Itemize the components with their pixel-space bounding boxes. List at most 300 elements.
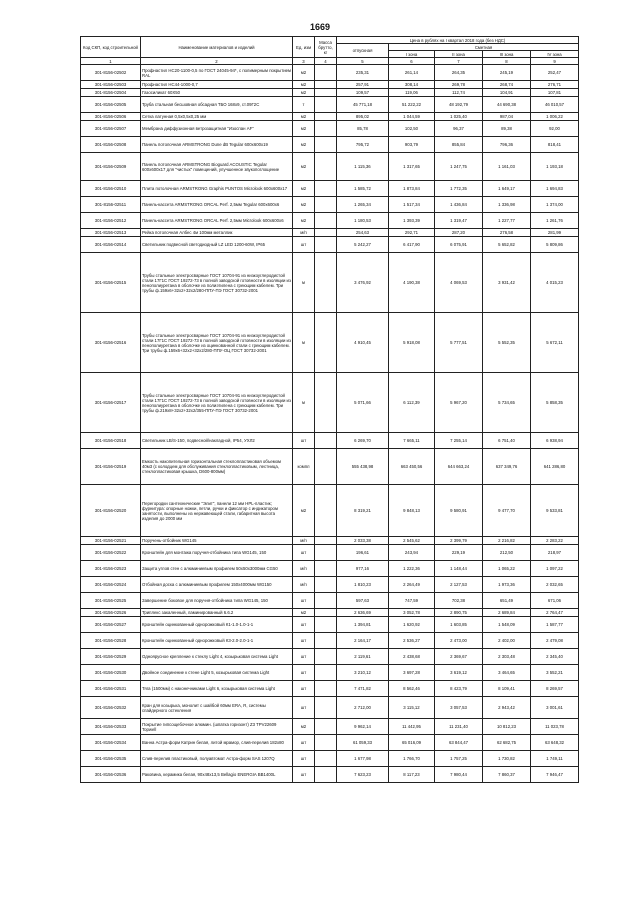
- row-price-zone-4: 107,81: [531, 89, 579, 97]
- column-number: 1: [81, 58, 141, 65]
- row-price-zone-4: 2 032,65: [531, 577, 579, 593]
- table-row: [81, 681, 579, 697]
- row-unit: шт: [293, 767, 315, 783]
- table-row: [81, 373, 579, 433]
- row-price-zone-4: 671,06: [531, 593, 579, 609]
- row-price-zone-2: 1 319,47: [435, 213, 483, 229]
- row-price-zone-1: 6 112,39: [389, 373, 435, 433]
- row-price-zone-4: 63 648,32: [531, 735, 579, 751]
- row-mass: [315, 153, 337, 181]
- row-price-release: 5 242,27: [337, 237, 389, 253]
- table-row: [81, 213, 579, 229]
- row-unit: шт: [293, 237, 315, 253]
- row-code: 301-8156-02518: [81, 433, 141, 449]
- row-mass: [315, 65, 337, 81]
- row-price-zone-1: 102,50: [389, 121, 435, 137]
- row-code: 301-8156-02529: [81, 649, 141, 665]
- row-price-release: 597,63: [337, 593, 389, 609]
- row-price-release: 1 394,81: [337, 617, 389, 633]
- row-code: 301-8156-02506: [81, 113, 141, 121]
- row-unit: шт: [293, 665, 315, 681]
- row-name: Триплекс закаленный, ламинированный 6.6.2: [141, 609, 293, 617]
- row-mass: [315, 137, 337, 153]
- row-price-zone-1: 292,71: [389, 229, 435, 237]
- row-price-zone-1: 2 536,27: [389, 633, 435, 649]
- row-code: 301-8156-02503: [81, 81, 141, 89]
- row-mass: [315, 609, 337, 617]
- row-price-release: 9 962,14: [337, 719, 389, 735]
- row-price-zone-1: 1 873,84: [389, 181, 435, 197]
- row-unit: шт: [293, 433, 315, 449]
- row-price-zone-1: 1 393,39: [389, 213, 435, 229]
- row-mass: [315, 561, 337, 577]
- row-unit: м/п: [293, 561, 315, 577]
- row-name: Емкость накопительная горизонтальная стеклопластиковая объемом 40м3 (с колодцем для обслуживания стеклопластиковым, лестница, стеклопластиковая крышка, D600-800мм): [141, 449, 293, 485]
- row-code: 301-8156-02510: [81, 181, 141, 197]
- row-price-zone-3: 1 065,22: [483, 561, 531, 577]
- row-code: 301-8156-02527: [81, 617, 141, 633]
- row-price-zone-3: 796,36: [483, 137, 531, 153]
- row-mass: [315, 767, 337, 783]
- row-price-zone-2: 702,38: [435, 593, 483, 609]
- row-name: Мембрана диффузионная ветрозащитная "Изоспан AF": [141, 121, 293, 137]
- row-unit: м2: [293, 65, 315, 81]
- row-price-zone-3: 8 109,41: [483, 681, 531, 697]
- row-price-zone-4: 218,97: [531, 545, 579, 561]
- row-price-zone-1: 5 918,08: [389, 313, 435, 373]
- table-row: [81, 81, 579, 89]
- row-name: Кран для козырька, монолит с шайбой 60мм ERA, R, системы спайдерного остекления: [141, 697, 293, 719]
- row-price-zone-4: 252,47: [531, 65, 579, 81]
- row-unit: м2: [293, 89, 315, 97]
- row-mass: [315, 89, 337, 97]
- column-number: 4: [315, 58, 337, 65]
- row-mass: [315, 735, 337, 751]
- row-name: Панель-кассета ARMSTRONG ORCAL Perf. 2,5мм Microlook 600х600х6: [141, 213, 293, 229]
- row-price-zone-4: 4 015,23: [531, 253, 579, 313]
- row-price-zone-3: 44 690,38: [483, 97, 531, 113]
- row-code: 301-8156-02523: [81, 561, 141, 577]
- row-price-zone-4: 1 749,11: [531, 751, 579, 767]
- column-number: 6: [389, 58, 435, 65]
- table-row: [81, 433, 579, 449]
- row-unit: шт: [293, 617, 315, 633]
- row-price-zone-3: 651,49: [483, 593, 531, 609]
- table-row: [81, 313, 579, 373]
- row-name: Плита потолочная ARMSTRONG Graphis PUNTOS Microlook 600х600х17: [141, 181, 293, 197]
- row-unit: м/п: [293, 577, 315, 593]
- row-mass: [315, 649, 337, 665]
- row-unit: м: [293, 253, 315, 313]
- row-code: 301-8156-02535: [81, 751, 141, 767]
- row-code: 301-8156-02513: [81, 229, 141, 237]
- row-name: Профнастил НС20-1100-0,5 по ГОСТ 24045-94*, с полимерным покрытием RAL: [141, 65, 293, 81]
- row-code: 301-8156-02522: [81, 545, 141, 561]
- row-name: Панель-кассета ARMSTRONG ORCAL Perf. 2,5мм Tegular 600х600х6: [141, 197, 293, 213]
- row-price-release: 196,61: [337, 545, 389, 561]
- row-price-zone-4: 9 533,81: [531, 485, 579, 537]
- column-number: 2: [141, 58, 293, 65]
- row-name: Панель потолочная ARMSTRONG Bioguard ACOUSTIC Tegular 600х600х17 для "чистых" помещений, улучшенное звукопоглощение: [141, 153, 293, 181]
- row-price-zone-4: 6 938,94: [531, 433, 579, 449]
- row-name: Завершение боковое для поручня-отбойника типа WG145, 150: [141, 593, 293, 609]
- row-price-zone-3: 5 552,35: [483, 313, 531, 373]
- row-price-zone-3: 7 860,37: [483, 767, 531, 783]
- row-price-zone-3: 2 216,82: [483, 537, 531, 545]
- row-price-zone-1: 8 562,46: [389, 681, 435, 697]
- row-price-release: 45 771,18: [337, 97, 389, 113]
- row-mass: [315, 237, 337, 253]
- row-unit: шт: [293, 649, 315, 665]
- row-price-zone-2: 1 148,44: [435, 561, 483, 577]
- row-price-release: 1 810,23: [337, 577, 389, 593]
- row-price-zone-1: 903,79: [389, 137, 435, 153]
- row-unit: м2: [293, 609, 315, 617]
- row-price-zone-1: 1 766,70: [389, 751, 435, 767]
- column-numbers-row: [81, 58, 579, 65]
- table-row: [81, 65, 579, 81]
- row-price-release: 1 180,53: [337, 213, 389, 229]
- row-price-zone-3: 245,19: [483, 65, 531, 81]
- table-row: [81, 545, 579, 561]
- page-number: 1669: [309, 22, 331, 32]
- row-mass: [315, 229, 337, 237]
- row-price-zone-1: 2 264,49: [389, 577, 435, 593]
- row-price-release: 61 059,33: [337, 735, 389, 751]
- row-mass: [315, 719, 337, 735]
- row-code: 301-8156-02509: [81, 153, 141, 181]
- table-row: [81, 751, 579, 767]
- row-mass: [315, 449, 337, 485]
- header-zone-3: III зона: [483, 51, 531, 58]
- row-name: Перегородки сантехнические "Элит", панели 12 мм HPL-пластик; фурнитура: опорные ножки, петли, ручки и фиксатор с индикатором занятости, выполнены из нержавеющей стали, габаритная высота изделия до 2000 мм: [141, 485, 293, 537]
- row-price-zone-4: 46 010,57: [531, 97, 579, 113]
- table-row: [81, 649, 579, 665]
- row-price-zone-4: 3 001,61: [531, 697, 579, 719]
- row-price-zone-3: 9 477,70: [483, 485, 531, 537]
- row-unit: шт: [293, 735, 315, 751]
- row-code: 301-8156-02524: [81, 577, 141, 593]
- row-price-zone-1: 1 044,59: [389, 113, 435, 121]
- row-mass: [315, 373, 337, 433]
- row-price-zone-4: 1 193,18: [531, 153, 579, 181]
- row-price-zone-1: 2 438,68: [389, 649, 435, 665]
- row-name: Рейка потолочная Албес 4м 100мм металлик: [141, 229, 293, 237]
- row-code: 301-8156-02532: [81, 697, 141, 719]
- row-price-zone-2: 112,74: [435, 89, 483, 97]
- row-price-zone-4: 2 479,08: [531, 633, 579, 649]
- row-price-zone-3: 1 730,82: [483, 751, 531, 767]
- row-code: 301-8156-02505: [81, 97, 141, 113]
- header-price-group: Цена в рублях на I квартал 2018 года (без НДС): [337, 37, 579, 44]
- row-mass: [315, 617, 337, 633]
- row-price-zone-3: 2 303,48: [483, 649, 531, 665]
- row-unit: м2: [293, 197, 315, 213]
- row-mass: [315, 485, 337, 537]
- row-price-zone-2: 287,20: [435, 229, 483, 237]
- row-mass: [315, 681, 337, 697]
- row-price-release: 795,72: [337, 137, 389, 153]
- row-unit: шт: [293, 633, 315, 649]
- row-price-zone-1: 11 442,95: [389, 719, 435, 735]
- row-mass: [315, 181, 337, 197]
- table-header: [81, 37, 579, 65]
- row-price-zone-2: 2 890,75: [435, 609, 483, 617]
- table-row: [81, 113, 579, 121]
- row-price-zone-2: 5 777,51: [435, 313, 483, 373]
- row-mass: [315, 121, 337, 137]
- row-name: Покрытие гипсощебочное алюмин. (шпатка горизонт) Z3 TPV22609 Topwell: [141, 719, 293, 735]
- header-zone-2: II зона: [435, 51, 483, 58]
- row-price-zone-4: 2 764,47: [531, 609, 579, 617]
- row-price-zone-2: 7 255,14: [435, 433, 483, 449]
- table-row: [81, 767, 579, 783]
- row-price-zone-3: 6 751,40: [483, 433, 531, 449]
- row-price-release: 2 033,38: [337, 537, 389, 545]
- row-price-zone-2: 2 473,00: [435, 633, 483, 649]
- table-row: [81, 97, 579, 113]
- row-mass: [315, 593, 337, 609]
- row-price-zone-1: 3 115,12: [389, 697, 435, 719]
- header-code: Код СКП, код строительной: [81, 37, 141, 58]
- row-price-zone-3: 2 402,00: [483, 633, 531, 649]
- row-price-zone-4: 1 694,83: [531, 181, 579, 197]
- row-mass: [315, 197, 337, 213]
- row-price-zone-3: 3 931,42: [483, 253, 531, 313]
- row-price-zone-3: 5 652,82: [483, 237, 531, 253]
- row-code: 301-8156-02516: [81, 313, 141, 373]
- row-price-release: 895,02: [337, 113, 389, 121]
- row-name: Газосиликат 60Х50: [141, 89, 293, 97]
- row-name: Ванна Астра-форм Катрин белая, литой мрамор, слив-перелив 182х80: [141, 735, 293, 751]
- row-price-zone-3: 2 689,84: [483, 609, 531, 617]
- row-price-zone-1: 1 222,36: [389, 561, 435, 577]
- row-code: 301-8156-02504: [81, 89, 141, 97]
- table-body: [81, 65, 579, 783]
- row-price-release: 555 438,98: [337, 449, 389, 485]
- row-price-zone-2: 1 772,35: [435, 181, 483, 197]
- table-row: [81, 609, 579, 617]
- row-unit: м2: [293, 181, 315, 197]
- row-price-zone-2: 1 603,85: [435, 617, 483, 633]
- row-price-zone-4: 11 023,78: [531, 719, 579, 735]
- row-name: Поручень-отбойник WG145: [141, 537, 293, 545]
- table-row: [81, 153, 579, 181]
- table-row: [81, 665, 579, 681]
- row-price-zone-2: 644 663,24: [435, 449, 483, 485]
- row-mass: [315, 545, 337, 561]
- row-price-zone-4: 1 587,77: [531, 617, 579, 633]
- column-number: 9: [531, 58, 579, 65]
- table-row: [81, 719, 579, 735]
- table-row: [81, 577, 579, 593]
- row-price-zone-3: 268,74: [483, 81, 531, 89]
- row-unit: шт: [293, 545, 315, 561]
- row-mass: [315, 697, 337, 719]
- row-price-zone-4: 8 269,57: [531, 681, 579, 697]
- row-price-zone-2: 264,35: [435, 65, 483, 81]
- row-price-release: 2 636,69: [337, 609, 389, 617]
- row-price-zone-2: 1 025,40: [435, 113, 483, 121]
- row-code: 301-8156-02502: [81, 65, 141, 81]
- price-table: [80, 36, 579, 783]
- row-price-zone-2: 4 069,53: [435, 253, 483, 313]
- row-code: 301-8156-02534: [81, 735, 141, 751]
- row-name: Светильник LB/S-150, подвесной/накладной, IP54, УХЛ2: [141, 433, 293, 449]
- row-price-zone-4: 5 858,35: [531, 373, 579, 433]
- row-price-release: 5 071,66: [337, 373, 389, 433]
- row-price-zone-1: 1 517,34: [389, 197, 435, 213]
- row-price-zone-1: 3 052,78: [389, 609, 435, 617]
- row-price-release: 109,57: [337, 89, 389, 97]
- row-price-zone-2: 8 423,79: [435, 681, 483, 697]
- table-row: [81, 593, 579, 609]
- row-price-zone-4: 1 261,76: [531, 213, 579, 229]
- header-mass: Масса брутто, кг: [315, 37, 337, 58]
- row-name: Слив-перелив пластиковый, полуавтомат Астра-форм SAS 1207Q: [141, 751, 293, 767]
- row-price-release: 7 623,23: [337, 767, 389, 783]
- row-price-zone-4: 1 006,22: [531, 113, 579, 121]
- row-code: 301-8156-02508: [81, 137, 141, 153]
- row-price-zone-2: 1 757,25: [435, 751, 483, 767]
- row-code: 301-8156-02514: [81, 237, 141, 253]
- column-number: 8: [483, 58, 531, 65]
- row-price-zone-1: 3 697,28: [389, 665, 435, 681]
- row-mass: [315, 81, 337, 89]
- row-price-zone-2: 229,19: [435, 545, 483, 561]
- row-price-zone-2: 5 967,20: [435, 373, 483, 433]
- row-name: Кронштейн для монтажа поручня-отбойника типа WG145, 150: [141, 545, 293, 561]
- row-unit: компл: [293, 449, 315, 485]
- row-code: 301-8156-02515: [81, 253, 141, 313]
- row-code: 301-8156-02517: [81, 373, 141, 433]
- row-price-zone-3: 1 973,36: [483, 577, 531, 593]
- row-name: Отбойная доска с алюминиевым профилем 150х4000мм WG150: [141, 577, 293, 593]
- table-row: [81, 137, 579, 153]
- row-price-release: 254,63: [337, 229, 389, 237]
- row-unit: м: [293, 313, 315, 373]
- row-name: Светильник подвесной светодиодный LZ LED 1200-60W, IP65: [141, 237, 293, 253]
- row-code: 301-8156-02519: [81, 449, 141, 485]
- row-mass: [315, 751, 337, 767]
- row-unit: м2: [293, 121, 315, 137]
- row-price-zone-3: 89,38: [483, 121, 531, 137]
- row-unit: м2: [293, 213, 315, 229]
- row-price-zone-2: 6 075,91: [435, 237, 483, 253]
- row-price-zone-1: 51 222,22: [389, 97, 435, 113]
- column-number: 3: [293, 58, 315, 65]
- row-price-zone-1: 261,14: [389, 65, 435, 81]
- row-mass: [315, 253, 337, 313]
- row-price-zone-4: 92,00: [531, 121, 579, 137]
- header-name: Наименование материалов и изделий: [141, 37, 293, 58]
- row-price-zone-4: 3 552,21: [531, 665, 579, 681]
- row-price-zone-2: 855,84: [435, 137, 483, 153]
- row-price-release: 1 585,72: [337, 181, 389, 197]
- table-row: [81, 237, 579, 253]
- row-name: Тяга (1500мм) с наконечниками Light 6, козырьковая система Light: [141, 681, 293, 697]
- row-price-release: 3 210,12: [337, 665, 389, 681]
- row-code: 301-8156-02521: [81, 537, 141, 545]
- row-price-release: 257,91: [337, 81, 389, 89]
- table-row: [81, 121, 579, 137]
- row-price-release: 4 910,45: [337, 313, 389, 373]
- header-unit: Ед. изм: [293, 37, 315, 58]
- row-price-release: 7 471,82: [337, 681, 389, 697]
- row-name: Раковина, керамика белая, 90х48х13,5 Bellagio ENERGIA BB1400L: [141, 767, 293, 783]
- row-price-zone-3: 276,58: [483, 229, 531, 237]
- row-unit: м2: [293, 153, 315, 181]
- table-row: [81, 89, 579, 97]
- row-price-release: 1 265,34: [337, 197, 389, 213]
- row-unit: шт: [293, 681, 315, 697]
- row-price-zone-2: 3 619,12: [435, 665, 483, 681]
- row-price-zone-2: 1 436,84: [435, 197, 483, 213]
- row-price-zone-3: 104,91: [483, 89, 531, 97]
- row-price-zone-3: 637 349,76: [483, 449, 531, 485]
- row-price-zone-2: 7 980,44: [435, 767, 483, 783]
- row-price-zone-3: 2 943,42: [483, 697, 531, 719]
- table-row: [81, 537, 579, 545]
- row-code: 301-8156-02525: [81, 593, 141, 609]
- row-mass: [315, 433, 337, 449]
- row-price-zone-2: 63 844,47: [435, 735, 483, 751]
- table-row: [81, 449, 579, 485]
- header-zone-1: I зона: [389, 51, 435, 58]
- row-code: 301-8156-02512: [81, 213, 141, 229]
- row-mass: [315, 537, 337, 545]
- row-price-zone-1: 119,06: [389, 89, 435, 97]
- row-price-zone-1: 1 620,92: [389, 617, 435, 633]
- row-mass: [315, 113, 337, 121]
- row-unit: м2: [293, 81, 315, 89]
- row-mass: [315, 633, 337, 649]
- row-unit: шт: [293, 593, 315, 609]
- row-price-zone-1: 308,14: [389, 81, 435, 89]
- row-price-zone-3: 987,04: [483, 113, 531, 121]
- table-row: [81, 253, 579, 313]
- row-code: 301-8156-02511: [81, 197, 141, 213]
- row-code: 301-8156-02520: [81, 485, 141, 537]
- row-price-zone-1: 8 117,23: [389, 767, 435, 783]
- row-price-zone-1: 1 317,65: [389, 153, 435, 181]
- table-row: [81, 229, 579, 237]
- row-price-zone-3: 62 682,75: [483, 735, 531, 751]
- row-price-zone-1: 4 190,38: [389, 253, 435, 313]
- row-name: Трубы стальные электросварные ГОСТ 10704-91 из низкоуглеродистой стали 17Г1С ГОСТ 19272-73 в полной заводской готовности в изоляции из пенополиуретана в оболочке из полиэтилена с греющим кабелем. Три трубы ф.159х6+32х2+32х2/280-ППУ-ПЭ ГОСТ 30732-2001: [141, 253, 293, 313]
- row-unit: м: [293, 373, 315, 433]
- row-price-zone-2: 2 127,53: [435, 577, 483, 593]
- row-name: Трубы стальные электросварные ГОСТ 10704-91 из низкоуглеродистой стали 17Г1С ГОСТ 19272-73 в полной заводской готовности в изоляции из пенополиуретана в оболочке из оцинкованной стали с греющим кабелем. Три трубы ф.159х6+32х2+32х2/280-ППУ-ОЦ ГОСТ 30732-2001: [141, 313, 293, 373]
- row-price-release: 2 164,17: [337, 633, 389, 649]
- row-mass: [315, 313, 337, 373]
- row-price-zone-2: 1 247,75: [435, 153, 483, 181]
- row-code: 301-8156-02530: [81, 665, 141, 681]
- row-price-zone-2: 3 057,53: [435, 697, 483, 719]
- row-code: 301-8156-02536: [81, 767, 141, 783]
- row-name: Труба стальная бесшовная обсадная ТБО 168х9, ст.09Г2С: [141, 97, 293, 113]
- row-price-zone-2: 2 369,67: [435, 649, 483, 665]
- row-code: 301-8156-02533: [81, 719, 141, 735]
- row-unit: шт: [293, 697, 315, 719]
- row-unit: т: [293, 97, 315, 113]
- row-price-zone-3: 1 649,17: [483, 181, 531, 197]
- row-price-zone-4: 818,41: [531, 137, 579, 153]
- table-row: [81, 181, 579, 197]
- row-price-zone-2: 11 231,40: [435, 719, 483, 735]
- row-price-zone-3: 3 464,65: [483, 665, 531, 681]
- row-price-zone-2: 2 399,79: [435, 537, 483, 545]
